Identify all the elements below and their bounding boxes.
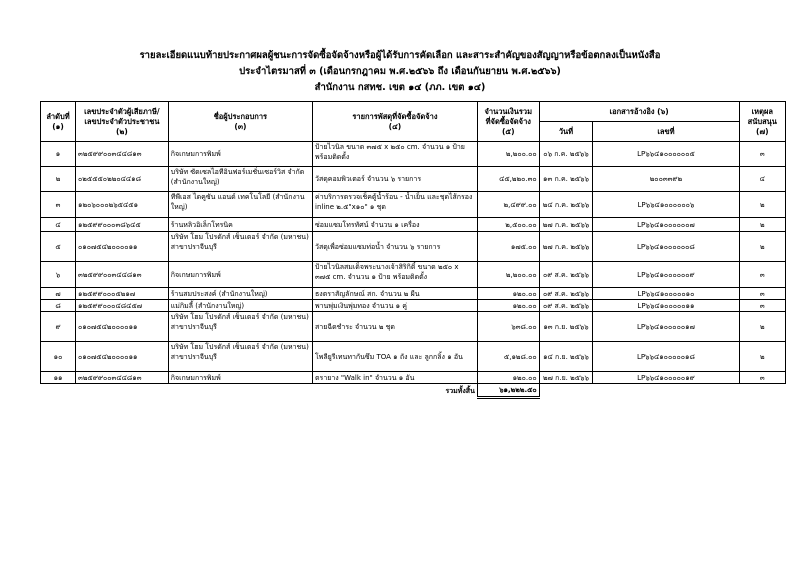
row-item: ซ่อมแซมโทรทัศน์ จำนวน ๑ เครื่อง — [313, 218, 478, 232]
header-ref-date: วันที่ — [539, 122, 593, 142]
header-reference: เอกสารอ้างอิง (๖) — [539, 102, 739, 122]
row-no: ๙ — [41, 312, 76, 342]
row-item: วัสดุคอมพิวเตอร์ จำนวน ๖ รายการ — [313, 167, 478, 192]
row-date: ๑๓ ก.ย. ๒๕๖๖ — [539, 312, 593, 342]
row-refno: ๒๐๐๓๓๙๒ — [593, 167, 739, 192]
row-amount: ๑๒๐.๐๐ — [477, 300, 539, 312]
row-taxid: ๐๑๐๗๕๔๒๐๐๐๐๑๑ — [76, 232, 169, 262]
row-vendor: บริษัท โฮม โปรดักส์ เซ็นเตอร์ จำกัด (มหาชน) สาขาปราจีนบุรี — [168, 232, 312, 262]
row-taxid: ๑๒๕๙๙๐๐๐๔๘๔๕๗ — [76, 300, 169, 312]
row-vendor: ร้านหลิวอิเล็กโทรนิค — [168, 218, 312, 232]
row-taxid: ๓๒๕๙๙๐๐๓๔๔๘๑๓ — [76, 262, 169, 288]
row-taxid: ๑๒๕๙๙๐๐๐๓๘๖๔๕ — [76, 218, 169, 232]
row-refno: LP๖๖๔๑๐๐๐๐๐๑๐ — [593, 288, 739, 300]
row-refno: LP๖๖๔๑๐๐๐๐๐๑๑ — [593, 300, 739, 312]
row-item: โพลียูรีเทนทากันซึม TOA ๑ ถัง และ ลูกกลิ้ง ๑ อัน — [313, 342, 478, 372]
total-value: ๖๑,๒๒๒.๕๐ — [477, 384, 539, 398]
row-refno: LP๖๖๔๑๐๐๐๐๐๐๘ — [593, 232, 739, 262]
table-row — [41, 232, 786, 262]
row-vendor: กิจเกษมการพิมพ์ — [168, 372, 312, 384]
row-taxid: ๑๒๐๖๐๐๐๒๖๕๔๕๑ — [76, 192, 169, 218]
total-label: รวมทั้งสิ้น — [445, 386, 475, 395]
table-row — [41, 288, 786, 300]
row-amount: ๒,๒๐๐.๐๐ — [477, 262, 539, 288]
row-item: พานพุ่มเงินพุ่มทอง จำนวน ๑ คู่ — [313, 300, 478, 312]
row-amount: ๕,๑๒๘.๐๐ — [477, 342, 539, 372]
table-row — [41, 192, 786, 218]
row-amount: ๒,๔๙๙.๐๐ — [477, 192, 539, 218]
row-amount: ๒,๕๐๐.๐๐ — [477, 218, 539, 232]
row-amount: ๑๒๐.๐๐ — [477, 372, 539, 384]
table-row — [41, 372, 786, 384]
row-reason: ๒ — [739, 232, 785, 262]
header-vendor: ชื่อผู้ประกอบการ (๓) — [168, 102, 312, 142]
row-refno: LP๖๖๔๑๐๐๐๐๐๐๕ — [593, 142, 739, 167]
row-date: ๐๖ ก.ค. ๒๕๖๖ — [539, 142, 593, 167]
row-date: ๒๗ ก.ค. ๒๕๖๖ — [539, 232, 593, 262]
row-no: ๕ — [41, 232, 76, 262]
header-amount: จำนวนเงินรวม ที่จัดซื้อจัดจ้าง (๕) — [477, 102, 539, 142]
row-taxid: ๓๒๕๙๙๐๐๓๔๔๘๑๓ — [76, 372, 169, 384]
row-reason: ๒ — [739, 218, 785, 232]
row-no: ๑ — [41, 142, 76, 167]
table-row — [41, 300, 786, 312]
document-office: สำนักงาน กสทช. เขต ๑๔ (ภภ. เขต ๑๔) — [314, 82, 486, 93]
row-refno: LP๖๖๔๑๐๐๐๐๐๐๙ — [593, 262, 739, 288]
row-vendor: บริษัท ซัดเซลไอทีอินฟอร์เมชั่นเซอร์วิส จำกัด (สำนักงานใหญ่) — [168, 167, 312, 192]
row-amount: ๑๗๕.๐๐ — [477, 232, 539, 262]
row-no: ๒ — [41, 167, 76, 192]
row-refno: LP๖๖๔๑๐๐๐๐๐๑๗ — [593, 312, 739, 342]
row-refno: LP๖๖๔๑๐๐๐๐๐๐๖ — [593, 192, 739, 218]
row-no: ๑๑ — [41, 372, 76, 384]
row-vendor: กิจเกษมการพิมพ์ — [168, 262, 312, 288]
row-item: วัสดุเพื่อซ่อมแซมท่อน้ำ จำนวน ๖ รายการ — [313, 232, 478, 262]
row-taxid: ๐๑๐๗๕๔๒๐๐๐๐๑๑ — [76, 312, 169, 342]
row-vendor: ร้านสมประสงค์ (สำนักงานใหญ่) — [168, 288, 312, 300]
row-reason: ๒ — [739, 312, 785, 342]
table-row — [41, 342, 786, 372]
row-no: ๘ — [41, 300, 76, 312]
row-amount: ๒,๒๐๐.๐๐ — [477, 142, 539, 167]
row-refno: LP๖๖๔๑๐๐๐๐๐๐๗ — [593, 218, 739, 232]
row-date: ๒๗ ก.ย. ๒๕๖๖ — [539, 372, 593, 384]
row-vendor: กิจเกษมการพิมพ์ — [168, 142, 312, 167]
row-taxid: ๐๑๐๗๕๔๒๐๐๐๐๑๑ — [76, 342, 169, 372]
header-taxid: เลขประจำตัวผู้เสียภาษี/ เลขประจำตัวประชาชน (๒) — [76, 102, 169, 142]
total-spacer — [41, 384, 313, 398]
row-reason: ๒ — [739, 342, 785, 372]
row-date: ๑๓ ก.ค. ๒๕๖๖ — [539, 167, 593, 192]
total-spacer-right — [539, 384, 785, 398]
row-refno: LP๖๖๔๑๐๐๐๐๐๑๘ — [593, 342, 739, 372]
row-taxid: ๐๒๕๕๕๐๒๒๐๔๔๑๘ — [76, 167, 169, 192]
row-reason: ๓ — [739, 372, 785, 384]
row-date: ๑๔ ก.ย. ๒๕๖๖ — [539, 342, 593, 372]
row-no: ๔ — [41, 218, 76, 232]
row-item: ค่าบริการตรวจเช็คตู้น้ำร้อน - น้ำเย็น และชุดไส้กรอง inline ๒.๕"x๑๐" ๑ ชุด — [313, 192, 478, 218]
total-row — [41, 384, 786, 398]
row-no: ๖ — [41, 262, 76, 288]
header-row — [41, 102, 786, 122]
row-reason: ๓ — [739, 288, 785, 300]
row-date: ๒๔ ก.ค. ๒๕๖๖ — [539, 192, 593, 218]
document-title: รายละเอียดแนบท้ายประกาศผลผู้ชนะการจัดซื้อจัดจ้างหรือผู้ได้รับการคัดเลือก และสาระสำคัญของสัญญาหรือข้อตกลงเป็นหนังสือ — [139, 50, 661, 61]
row-item: ป้ายไวนิล ขนาด ๓๗๕ x ๒๕๐ cm. จำนวน ๑ ป้าย พร้อมติดตั้ง — [313, 142, 478, 167]
table-row — [41, 142, 786, 167]
table-row — [41, 262, 786, 288]
row-reason: ๓ — [739, 262, 785, 288]
row-item: ธงตราสัญลักษณ์ สก. จำนวน ๒ ผืน — [313, 288, 478, 300]
row-no: ๑๐ — [41, 342, 76, 372]
row-amount: ๔๕,๒๒๐.๓๐ — [477, 167, 539, 192]
table-row — [41, 312, 786, 342]
row-item: ตรายาง "Walk in" จำนวน ๑ อัน — [313, 372, 478, 384]
row-reason: ๓ — [739, 300, 785, 312]
row-no: ๓ — [41, 192, 76, 218]
header-ref-no: เลขที่ — [593, 122, 739, 142]
header-no: ลำดับที่ (๑) — [41, 102, 76, 142]
row-date: ๒๗ ก.ค. ๒๕๖๖ — [539, 218, 593, 232]
row-reason: ๓ — [739, 142, 785, 167]
procurement-table — [40, 101, 786, 399]
row-item: สายฉีดชำระ จำนวน ๒ ชุด — [313, 312, 478, 342]
document-period: ประจำไตรมาสที่ ๓ (เดือนกรกฎาคม พ.ศ.๒๕๖๖ ถึง เดือนกันยายน พ.ศ.๒๕๖๖) — [239, 66, 561, 77]
row-vendor: บริษัท โฮม โปรดักส์ เซ็นเตอร์ จำกัด (มหาชน) สาขาปราจีนบุรี — [168, 312, 312, 342]
row-vendor: แม่กิมลี้ (สำนักงานใหญ่) — [168, 300, 312, 312]
row-taxid: ๓๒๕๙๙๐๐๓๔๔๘๑๓ — [76, 142, 169, 167]
row-no: ๗ — [41, 288, 76, 300]
row-amount: ๑๒๐.๐๐ — [477, 288, 539, 300]
row-amount: ๖๓๘.๐๐ — [477, 312, 539, 342]
row-date: ๐๙ ส.ค. ๒๕๖๖ — [539, 288, 593, 300]
row-vendor: บริษัท โฮม โปรดักส์ เซ็นเตอร์ จำกัด (มหาชน) สาขาปราจีนบุรี — [168, 342, 312, 372]
row-taxid: ๑๒๕๙๙๐๐๐๕๒๑๗ — [76, 288, 169, 300]
header-item: รายการพัสดุที่จัดซื้อจัดจ้าง (๔) — [313, 102, 478, 142]
row-refno: LP๖๖๔๑๐๐๐๐๐๑๙ — [593, 372, 739, 384]
table-row — [41, 218, 786, 232]
table-row — [41, 167, 786, 192]
row-reason: ๒ — [739, 192, 785, 218]
row-date: ๐๙ ส.ค. ๒๕๖๖ — [539, 262, 593, 288]
header-reason: เหตุผล สนับสนุน (๗) — [739, 102, 785, 142]
row-date: ๐๙ ส.ค. ๒๕๖๖ — [539, 300, 593, 312]
row-item: ป้ายไวนิลสมเด็จพระนางเจ้าสิริกิติ์ ขนาด ๒๕๐ x ๓๗๕ cm. จำนวน ๑ ป้าย พร้อมติดตั้ง — [313, 262, 478, 288]
row-reason: ๔ — [739, 167, 785, 192]
row-vendor: ทีพีเอส ไดคูซัน แอนด์ เทคโนโลยี (สำนักงานใหญ่) — [168, 192, 312, 218]
